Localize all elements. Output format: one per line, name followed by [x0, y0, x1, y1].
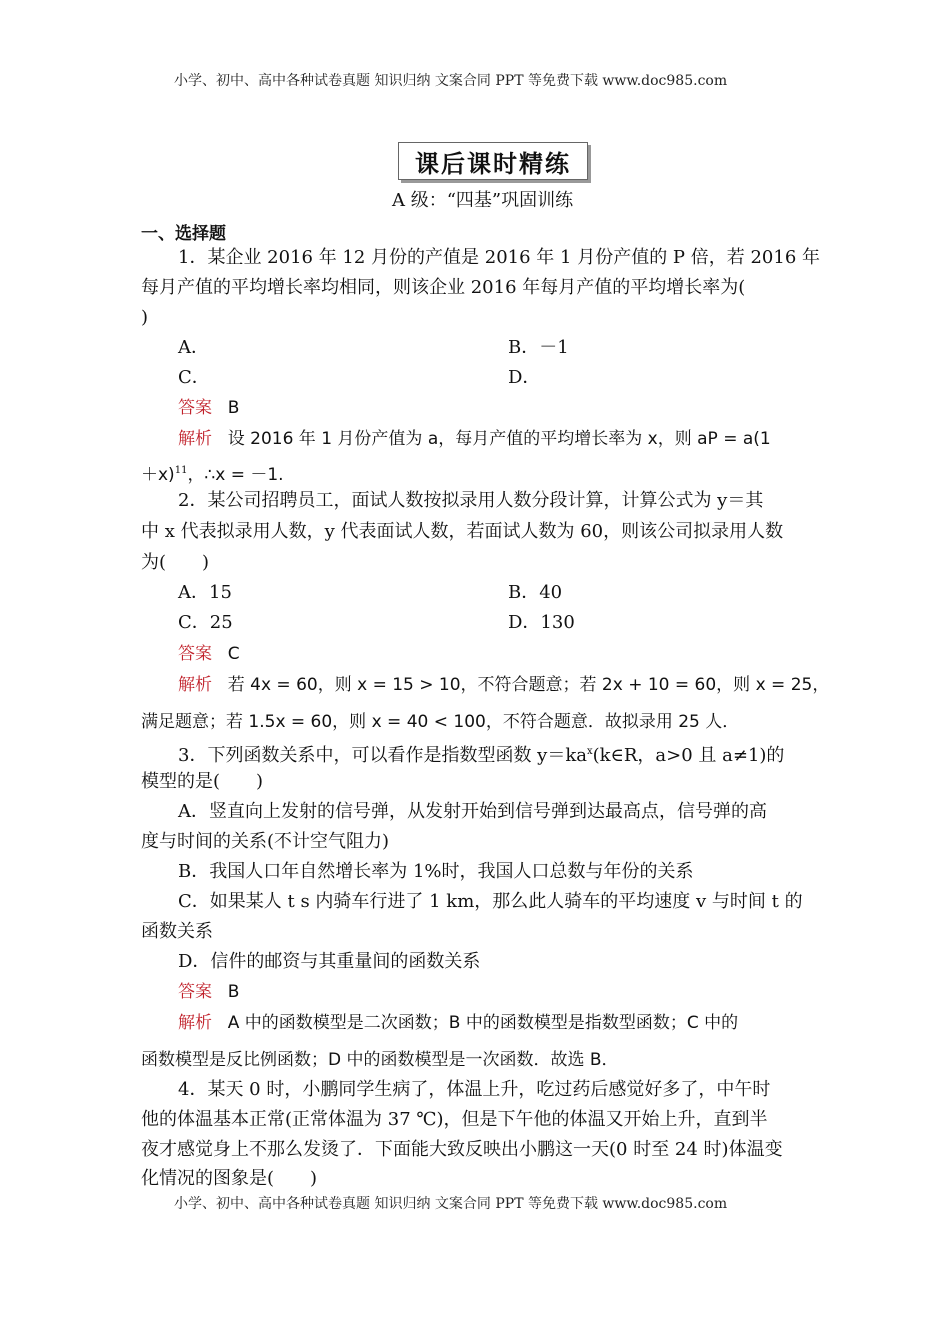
q1-analysis-line2 — [141, 456, 284, 490]
q3-stem-condition: (k∈R，a>0 且 a≠1)的 — [592, 745, 785, 766]
q2-analysis-text: 若 4x = 60，则 x = 15 > 10，不符合题意；若 2x + 10 = 60，则 x = 25， — [227, 675, 830, 695]
answer-label: 答案 — [178, 644, 212, 664]
q1-line3: ) — [141, 307, 149, 328]
q4-line4: 化情况的图象是( ) — [141, 1168, 318, 1189]
q1-line2: 每月产值的平均增长率均相同，则该企业 2016 年每月产值的平均增长率为( — [141, 277, 746, 298]
section-heading: 一、选择题 — [141, 224, 226, 244]
q3-analysis-text: A 中的函数模型是二次函数；B 中的函数模型是指数型函数；C 中的 — [227, 1013, 739, 1033]
q3-analysis-line2: 函数模型是反比例函数；D 中的函数模型是一次函数．故选 B． — [141, 1050, 619, 1070]
q2-line2: 中 x 代表拟录用人数，y 代表面试人数，若面试人数为 60，则该公司拟录用人数 — [141, 521, 784, 542]
q3-option-a-line2: 度与时间的关系(不计空气阻力) — [141, 831, 390, 852]
q3-option-a-line1: A．竖直向上发射的信号弹，从发射开始到信号弹到达最高点，信号弹的高 — [178, 801, 767, 822]
q4-line1: 4．某天 0 时，小鹏同学生病了，体温上升，吃过药后感觉好多了，中午时 — [178, 1079, 771, 1100]
q2-analysis-line1 — [178, 670, 829, 700]
q2-answer — [178, 639, 240, 669]
q1-answer — [178, 393, 239, 423]
q1-analysis-formula: ＋x) — [141, 465, 175, 485]
q2-option-c: C．25 — [178, 612, 233, 633]
page-header: 小学、初中、高中各种试卷真题 知识归纳 文案合同 PPT 等免费下载 www.doc985.com — [174, 73, 728, 89]
q4-line3: 夜才感觉身上不那么发烫了．下面能大致反映出小鹏这一天(0 时至 24 时)体温变 — [141, 1139, 783, 1160]
q1-option-a: A． — [178, 337, 209, 358]
analysis-label: 解析 — [178, 675, 212, 695]
q1-analysis-text: 设 2016 年 1 月份产值为 a，每月产值的平均增长率为 x，则 aP = a(1 — [227, 429, 771, 449]
q3-option-b: B．我国人口年自然增长率为 1%时，我国人口总数与年份的关系 — [178, 861, 694, 882]
q3-exponent: x — [586, 746, 593, 757]
q3-option-c-line1: C．如果某人 t s 内骑车行进了 1 km，那么此人骑车的平均速度 v 与时间 t 的 — [178, 891, 803, 912]
q2-option-a: A．15 — [178, 582, 232, 603]
q2-line3: 为( ) — [141, 552, 210, 573]
q2-answer-value: C — [227, 644, 240, 664]
analysis-label: 解析 — [178, 429, 212, 449]
q1-option-d: D． — [508, 367, 541, 388]
title-banner — [398, 142, 588, 180]
q3-option-d: D．信件的邮资与其重量间的函数关系 — [178, 951, 481, 972]
q1-option-b: B．－1 — [508, 337, 569, 358]
q2-analysis-line2: 满足题意；若 1.5x = 60，则 x = 40 < 100，不符合题意．故拟录用 25 人． — [141, 712, 740, 732]
page-footer: 小学、初中、高中各种试卷真题 知识归纳 文案合同 PPT 等免费下载 www.doc985.com — [174, 1196, 728, 1212]
q2-option-d: D．130 — [508, 612, 575, 633]
q3-analysis-line1 — [178, 1008, 738, 1038]
q3-option-c-line2: 函数关系 — [141, 921, 213, 942]
q3-answer — [178, 977, 239, 1007]
q1-analysis-exponent: 11 — [174, 465, 188, 476]
q2-line1: 2．某公司招聘员工，面试人数按拟录用人数分段计算，计算公式为 y＝其 — [178, 490, 764, 511]
q1-line1: 1．某企业 2016 年 12 月份的产值是 2016 年 1 月份产值的 P 倍，若 2016 年 — [178, 247, 821, 268]
q3-stem: 3．下列函数关系中，可以看作是指数型函数 y＝ka — [178, 745, 587, 766]
q3-answer-value: B — [227, 982, 240, 1002]
analysis-label: 解析 — [178, 1013, 212, 1033]
q1-analysis-result: ，∴x = －1. — [187, 465, 284, 485]
q4-line2: 他的体温基本正常(正常体温为 37 ℃)，但是下午他的体温又开始上升，直到半 — [141, 1109, 768, 1130]
page-title: 课后课时精练 — [415, 149, 571, 178]
q3-line2: 模型的是( ) — [141, 771, 264, 792]
q2-option-b: B．40 — [508, 582, 563, 603]
q1-answer-value: B — [227, 398, 240, 418]
q1-option-c: C． — [178, 367, 210, 388]
q1-analysis-line1 — [178, 424, 771, 454]
answer-label: 答案 — [178, 982, 212, 1002]
level-subtitle: A 级：“四基”巩固训练 — [392, 190, 574, 211]
q3-line1 — [178, 737, 784, 771]
answer-label: 答案 — [178, 398, 212, 418]
